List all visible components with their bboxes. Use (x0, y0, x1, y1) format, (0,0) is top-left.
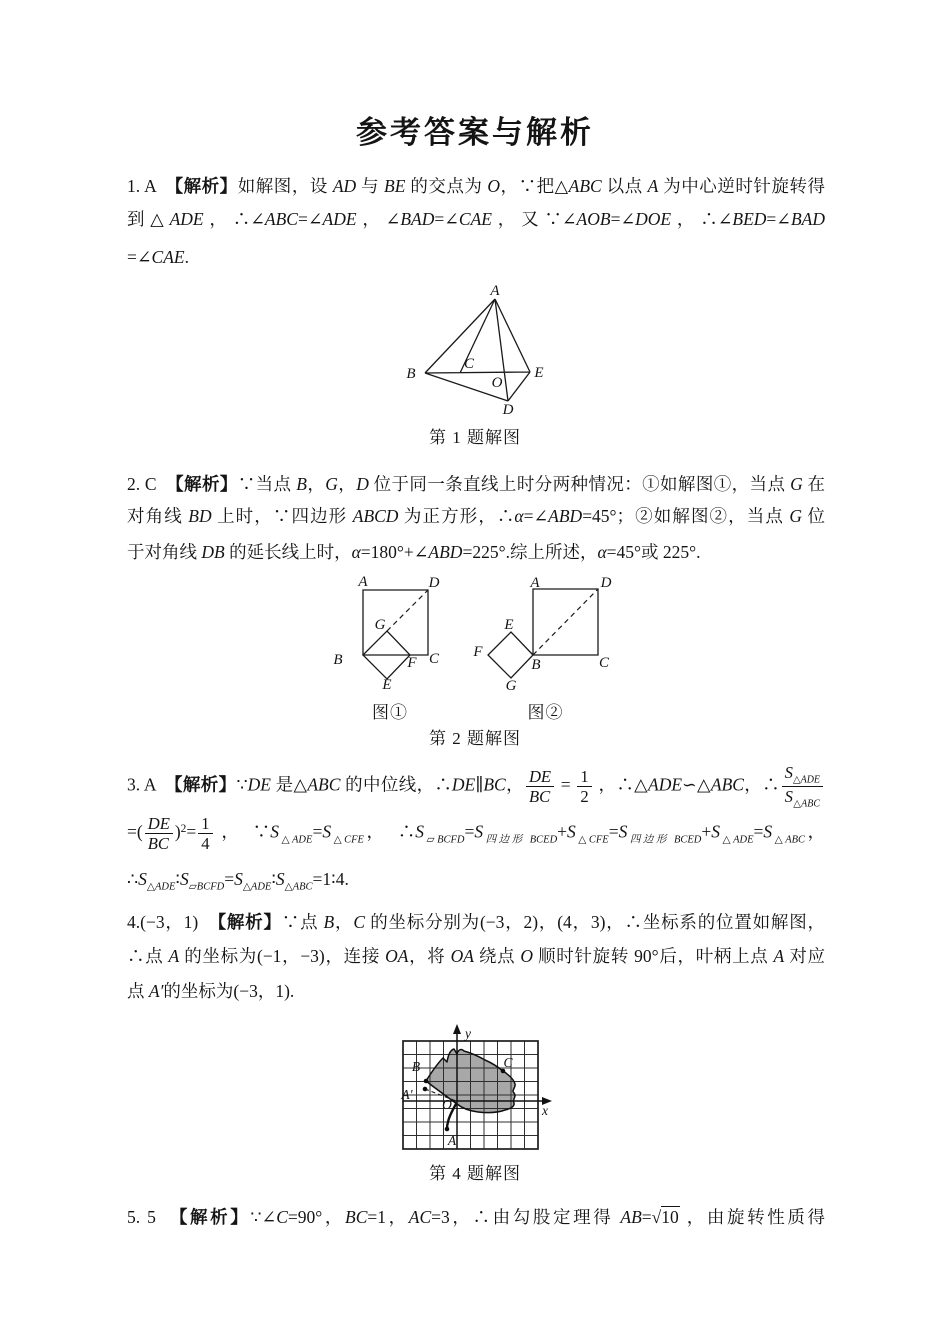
vertex-label-d: D (600, 575, 612, 591)
figure-2-sub1 (330, 574, 450, 724)
vertex-label-a: A (358, 574, 368, 590)
point-label-o: O (441, 1097, 452, 1112)
problem-1-line-2: 到△ADE，∴∠ABC=∠ADE，∠BAD=∠CAE，又∵∠AOB=∠DOE，∴∠BED=∠BAD (127, 209, 825, 229)
problem-4-line-1: 4.(−3，1) 【解析】∵点 B，C 的坐标分别为(−3，2)，(4，3)，∴坐标系的位置如解图， (127, 912, 825, 932)
vertex-label-d: D (502, 402, 514, 418)
vertex-label-o: O (491, 375, 503, 391)
problem-2-line-2: 对角线 BD 上时，∵四边形 ABCD 为正方形，∴α=∠ABD=45°；②如解图②，当点 G 位 (127, 506, 826, 526)
diagonal-gd (387, 590, 428, 631)
vertex-label-b: B (406, 366, 416, 382)
problem-3-line-3: $\therefore S_{\triangle ADE}∶S_{▱BCFD}=S_{\triangle ADE}∶S_{\triangle ABC}=1∶4$. (127, 869, 349, 893)
problem-3-line-1: 3. A 【解析】∵DE 是△ABC 的中位线，∴DE∥BC， $\frac{DE}{BC}$ = $\frac{1}{2}$ ，∴△ADE∽△ABC，∴ $\frac{S_{\triangle ADE}}{S_{\triangle ABC}}$ (127, 763, 825, 810)
figure-1-triangle-diagram (395, 281, 555, 421)
vertex-label-c: C (428, 651, 440, 667)
figure-2 (330, 574, 618, 724)
vertex-label-e: E (382, 677, 392, 693)
figure-2-square-diagram-1 (330, 574, 450, 694)
problem-5-line-1: 5. 5 【解析】∵∠C=90°，BC=1，AC=3，∴由勾股定理得 AB=√10 ，由旋转性质得 (127, 1207, 825, 1227)
small-square-befg (488, 632, 533, 678)
figure-2-square-diagram-2 (473, 574, 618, 694)
point-aprime-dot (422, 1087, 427, 1092)
vertex-label-e: E (504, 617, 514, 633)
vertex-label-e: E (534, 365, 544, 381)
problem-3-line-2: =( $\frac{DE}{BC}$ )$^2$= $\frac{1}{4}$ ， $\because S_{\triangle ADE}=S_{\triangle CFE}$， $\therefore S_{▱BCFD}=S_{四边形 BCED}+S_{\triangle CFE}=S_{四边形 BCED}+S_{\triangle ADE}=S_{\triangle ABC}$， (127, 814, 826, 854)
vertex-label-f: F (473, 644, 483, 660)
vertex-label-g: G (505, 678, 517, 694)
vertex-label-g: G (374, 617, 386, 633)
figure-1 (0, 281, 950, 449)
figure-2-sub2 (473, 574, 618, 724)
vertex-label-f: F (407, 655, 417, 671)
x-axis-label: x (541, 1103, 548, 1118)
triangle-edges (425, 299, 530, 401)
vertex-label-a: A (490, 283, 500, 299)
figure-4-grid-diagram (388, 1020, 563, 1155)
problem-1-line-1: 1. A 【解析】如解图，设 AD 与 BE 的交点为 O，∵把△ABC 以点 A 为中心逆时针旋转得 (127, 176, 826, 196)
figure-2-sub1-caption: 图① (372, 703, 408, 722)
figure-4-caption: 第 4 题解图 (429, 1164, 521, 1183)
figure-1-caption: 第 1 题解图 (429, 428, 521, 447)
y-axis-arrow (453, 1024, 461, 1034)
page-title: 参考答案与解析 (356, 115, 594, 150)
point-b-dot (423, 1079, 428, 1084)
point-label-c: C (502, 1055, 513, 1070)
figure-2-sub2-caption: 图② (527, 703, 564, 722)
figure-2-caption: 第 2 题解图 (429, 729, 521, 748)
grid-lines (403, 1041, 538, 1149)
point-a-dot (444, 1127, 449, 1132)
figure-4 (0, 1020, 950, 1185)
vertex-label-b: B (531, 657, 541, 673)
vertex-label-c: C (598, 655, 610, 671)
vertex-label-c: C (463, 356, 475, 372)
y-axis-label: y (464, 1026, 471, 1041)
vertex-label-a: A (530, 575, 540, 591)
problem-4-line-2: ∴点 A 的坐标为(−1，−3)，连接 OA，将 OA 绕点 O 顺时针旋转 90°后，叶柄上点 A 对应 (127, 946, 826, 966)
point-label-a: A (447, 1133, 456, 1148)
problem-2-line-1: 2. C 【解析】∵当点 B，G，D 位于同一条直线上时分两种情况：①如解图①，当点 G 在 (127, 474, 826, 494)
problem-2-line-3: 于对角线 DB 的延长线上时，α=180°+∠ABD=225°.综上所述，α=45°或 225°. (127, 542, 701, 562)
problem-1-line-3: =∠CAE. (127, 247, 189, 267)
vertex-label-d: D (428, 575, 440, 591)
problem-4-line-3: 点 A′的坐标为(−3，1). (127, 981, 295, 1001)
point-label-b: B (411, 1059, 420, 1074)
diagonal-bd (533, 589, 598, 655)
point-label-aprime: A′ (400, 1087, 413, 1102)
vertex-label-b: B (333, 652, 343, 668)
